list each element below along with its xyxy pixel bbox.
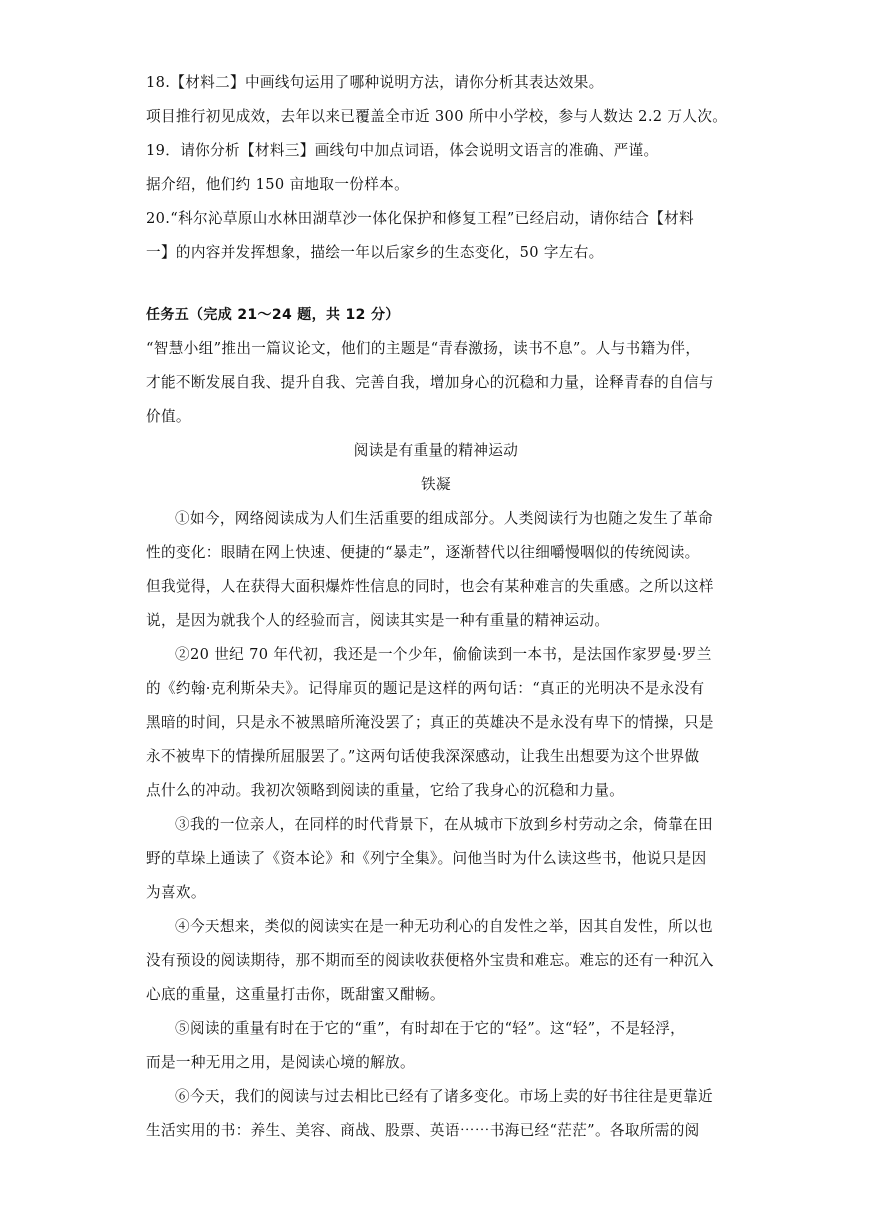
question-20-line-1: 20.“科尔沁草原山水林田湖草沙一体化保护和修复工程”已经启动，请你结合【材料	[146, 210, 694, 227]
intro-line: “智慧小组”推出一篇议论文，他们的主题是“青春激扬，读书不息”。人与书籍为伴，	[146, 340, 701, 357]
paragraph-line: 而是一种无用之用，是阅读心境的解放。	[146, 1054, 415, 1071]
question-18: 18.【材料二】中画线句运用了哪种说明方法，请你分析其表达效果。	[146, 74, 604, 91]
document-page	[146, 66, 726, 1148]
paragraph-line: 为喜欢。	[146, 884, 206, 901]
paragraph-line: 心底的重量，这重量打击你，既甜蜜又酣畅。	[146, 986, 445, 1003]
question-20-line-2: 一】的内容并发挥想象，描绘一年以后家乡的生态变化，50 字左右。	[146, 244, 604, 261]
task-five-intro	[146, 332, 726, 434]
paragraph-line: ④今天想来，类似的阅读实在是一种无功利心的自发性之举，因其自发性，所以也	[175, 918, 713, 935]
article-author: 铁凝	[421, 476, 451, 493]
question-19: 19．请你分析【材料三】画线句中加点词语，体会说明文语言的准确、严谨。	[146, 142, 659, 159]
question-list	[146, 66, 726, 270]
task-five-title: 任务五（完成 21～24 题，共 12 分）	[146, 307, 400, 323]
intro-line: 才能不断发展自我、提升自我、完善自我，增加身心的沉稳和力量，诠释青春的自信与	[146, 374, 714, 391]
paragraph-line: ⑥今天，我们的阅读与过去相比已经有了诸多变化。市场上卖的好书往往是更靠近	[175, 1088, 713, 1105]
paragraph-line: ⑤阅读的重量有时在于它的“重”，有时却在于它的“轻”。这“轻”，不是轻浮，	[175, 1020, 686, 1037]
article-paragraph-1	[146, 502, 726, 638]
paragraph-line: 没有预设的阅读期待，那不期而至的阅读收获便格外宝贵和难忘。难忘的还有一种沉入	[146, 952, 714, 969]
paragraph-line: 黑暗的时间，只是永不被黑暗所淹没罢了；真正的英雄决不是永没有卑下的情操，只是	[146, 714, 714, 731]
paragraph-line: 但我觉得，人在获得大面积爆炸性信息的同时，也会有某种难言的失重感。之所以这样	[146, 578, 714, 595]
paragraph-line: 性的变化：眼睛在网上快速、便捷的“暴走”，逐渐替代以往细嚼慢咽似的传统阅读。	[146, 544, 700, 561]
paragraph-line: 永不被卑下的情操所屈服罢了。”这两句话使我深深感动，让我生出想要为这个世界做	[146, 748, 700, 765]
paragraph-line: 生活实用的书：养生、美容、商战、股票、英语⋯⋯书海已经“茫茫”。各取所需的阅	[146, 1122, 700, 1139]
question-18-quote: 项目推行初见成效，去年以来已覆盖全市近 300 所中小学校，参与人数达 2.2 万人次。	[146, 108, 728, 125]
article-paragraph-2	[146, 638, 726, 808]
paragraph-line: 的《约翰·克利斯朵夫》。记得扉页的题记是这样的两句话：“真正的光明决不是永没有	[146, 680, 705, 697]
section-gap	[146, 270, 726, 298]
question-19-quote: 据介绍，他们约 150 亩地取一份样本。	[146, 176, 410, 193]
article-paragraph-3	[146, 808, 726, 910]
article-body	[146, 502, 726, 1148]
paragraph-line: ③我的一位亲人，在同样的时代背景下，在从城市下放到乡村劳动之余，倚靠在田	[175, 816, 713, 833]
paragraph-line: ①如今，网络阅读成为人们生活重要的组成部分。人类阅读行为也随之发生了革命	[175, 510, 713, 527]
article-paragraph-4	[146, 910, 726, 1012]
paragraph-line: 野的草垛上通读了《资本论》和《列宁全集》。问他当时为什么读这些书，他说只是因	[146, 850, 707, 867]
article-title: 阅读是有重量的精神运动	[353, 442, 519, 459]
article-paragraph-6	[146, 1080, 726, 1148]
article-paragraph-5	[146, 1012, 726, 1080]
intro-line: 价值。	[146, 408, 191, 425]
paragraph-line: 点什么的冲动。我初次领略到阅读的重量，它给了我身心的沉稳和力量。	[146, 782, 625, 799]
paragraph-line: 说，是因为就我个人的经验而言，阅读其实是一种有重量的精神运动。	[146, 612, 610, 629]
paragraph-line: ②20 世纪 70 年代初，我还是一个少年，偷偷读到一本书，是法国作家罗曼·罗兰	[175, 646, 712, 663]
